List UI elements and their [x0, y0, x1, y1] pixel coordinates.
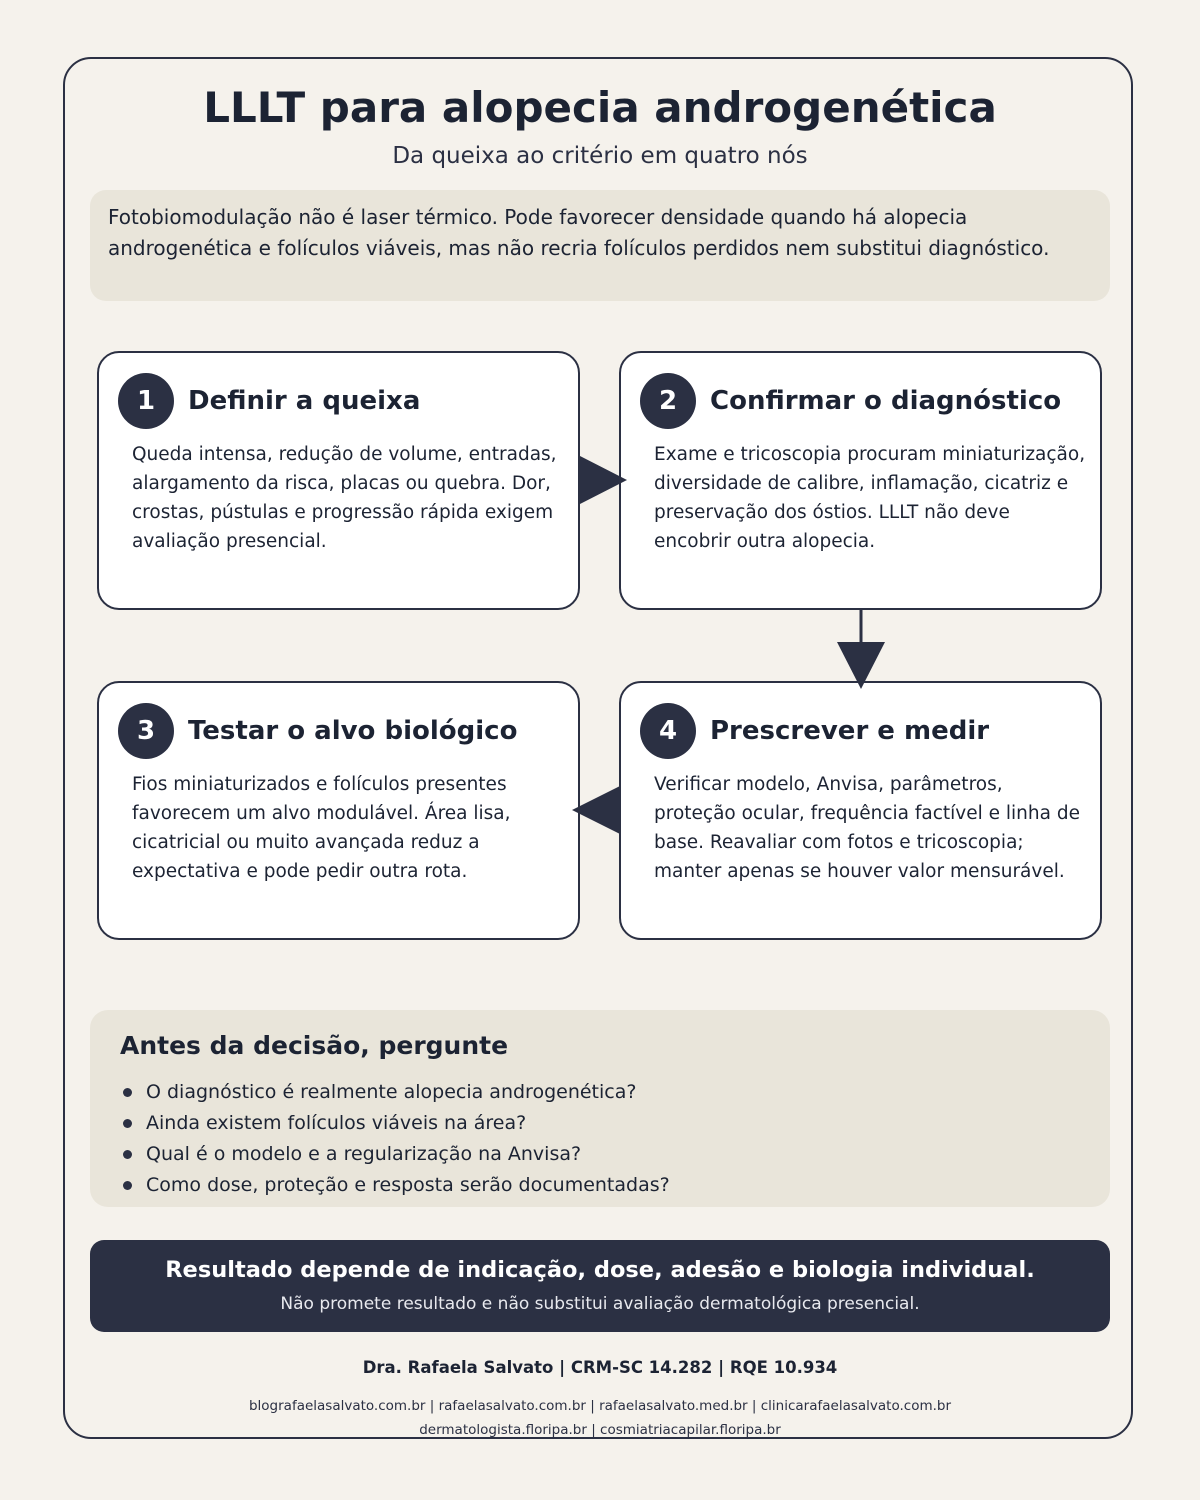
step-body: Fios miniaturizados e folículos presentes favorecem um alvo modulável. Área lisa, cicatricial ou muito avançada reduz a expectativa e pode pedir outra rota. — [132, 774, 511, 882]
step-title: Prescrever e medir — [710, 716, 990, 746]
list-item — [120, 1108, 670, 1139]
list-item — [120, 1077, 670, 1108]
step-number-badge: 1 — [118, 373, 174, 429]
question-text: O diagnóstico é realmente alopecia androgenética? — [146, 1081, 637, 1103]
questions-panel — [90, 1010, 1110, 1207]
step-body: Verificar modelo, Anvisa, parâmetros, proteção ocular, frequência factível e linha de base. Reavaliar com fotos e tricoscopia; manter apenas se houver valor mensurável. — [654, 774, 1080, 882]
step-title: Testar o alvo biológico — [188, 716, 518, 746]
arrow-right-icon — [580, 456, 627, 504]
list-item — [120, 1170, 670, 1201]
step-title: Confirmar o diagnóstico — [710, 386, 1062, 416]
footer-links-line-1: blografaelasalvato.com.br | rafaelasalvato.com.br | rafaelasalvato.med.br | clinicarafaelasalvato.com.br — [248, 1398, 952, 1414]
page-subtitle: Da queixa ao critério em quatro nós — [392, 143, 808, 169]
step-number-badge: 4 — [640, 703, 696, 759]
questions-title: Antes da decisão, pergunte — [120, 1031, 509, 1060]
question-text: Ainda existem folículos viáveis na área? — [146, 1112, 527, 1134]
bullet-icon — [123, 1150, 132, 1159]
result-disclaimer: Não promete resultado e não substitui avaliação dermatológica presencial. — [280, 1294, 920, 1314]
page-title: LLLT para alopecia androgenética — [203, 83, 997, 132]
question-text: Como dose, proteção e resposta serão documentadas? — [146, 1174, 670, 1196]
bullet-icon — [123, 1088, 132, 1097]
step-number-badge: 2 — [640, 373, 696, 429]
result-headline: Resultado depende de indicação, dose, adesão e biologia individual. — [165, 1257, 1035, 1283]
list-item — [120, 1139, 670, 1170]
questions-list — [120, 1077, 670, 1201]
step-title: Definir a queixa — [188, 386, 421, 416]
step-body: Queda intensa, redução de volume, entradas, alargamento da risca, placas ou quebra. Dor, crostas, pústulas e progressão rápida exigem avaliação presencial. — [132, 444, 557, 552]
author-credit: Dra. Rafaela Salvato | CRM-SC 14.282 | RQE 10.934 — [362, 1358, 838, 1377]
bullet-icon — [123, 1181, 132, 1190]
step-number-badge: 3 — [118, 703, 174, 759]
bullet-icon — [123, 1119, 132, 1128]
result-banner — [90, 1240, 1110, 1332]
intro-panel: Fotobiomodulação não é laser térmico. Pode favorecer densidade quando há alopecia androgenética e folículos viáveis, mas não recria folículos perdidos nem substitui diagnóstico. — [90, 190, 1110, 301]
footer-links — [0, 1394, 1200, 1442]
footer-links-line-2: dermatologista.floripa.br | cosmiatriacapilar.floripa.br — [419, 1422, 781, 1438]
question-text: Qual é o modelo e a regularização na Anvisa? — [146, 1143, 582, 1165]
arrow-down-icon — [837, 642, 885, 689]
arrow-left-icon — [572, 786, 620, 834]
step-body: Exame e tricoscopia procuram miniaturização, diversidade de calibre, inflamação, cicatriz e preservação dos óstios. LLLT não deve encobrir outra alopecia. — [654, 444, 1086, 552]
